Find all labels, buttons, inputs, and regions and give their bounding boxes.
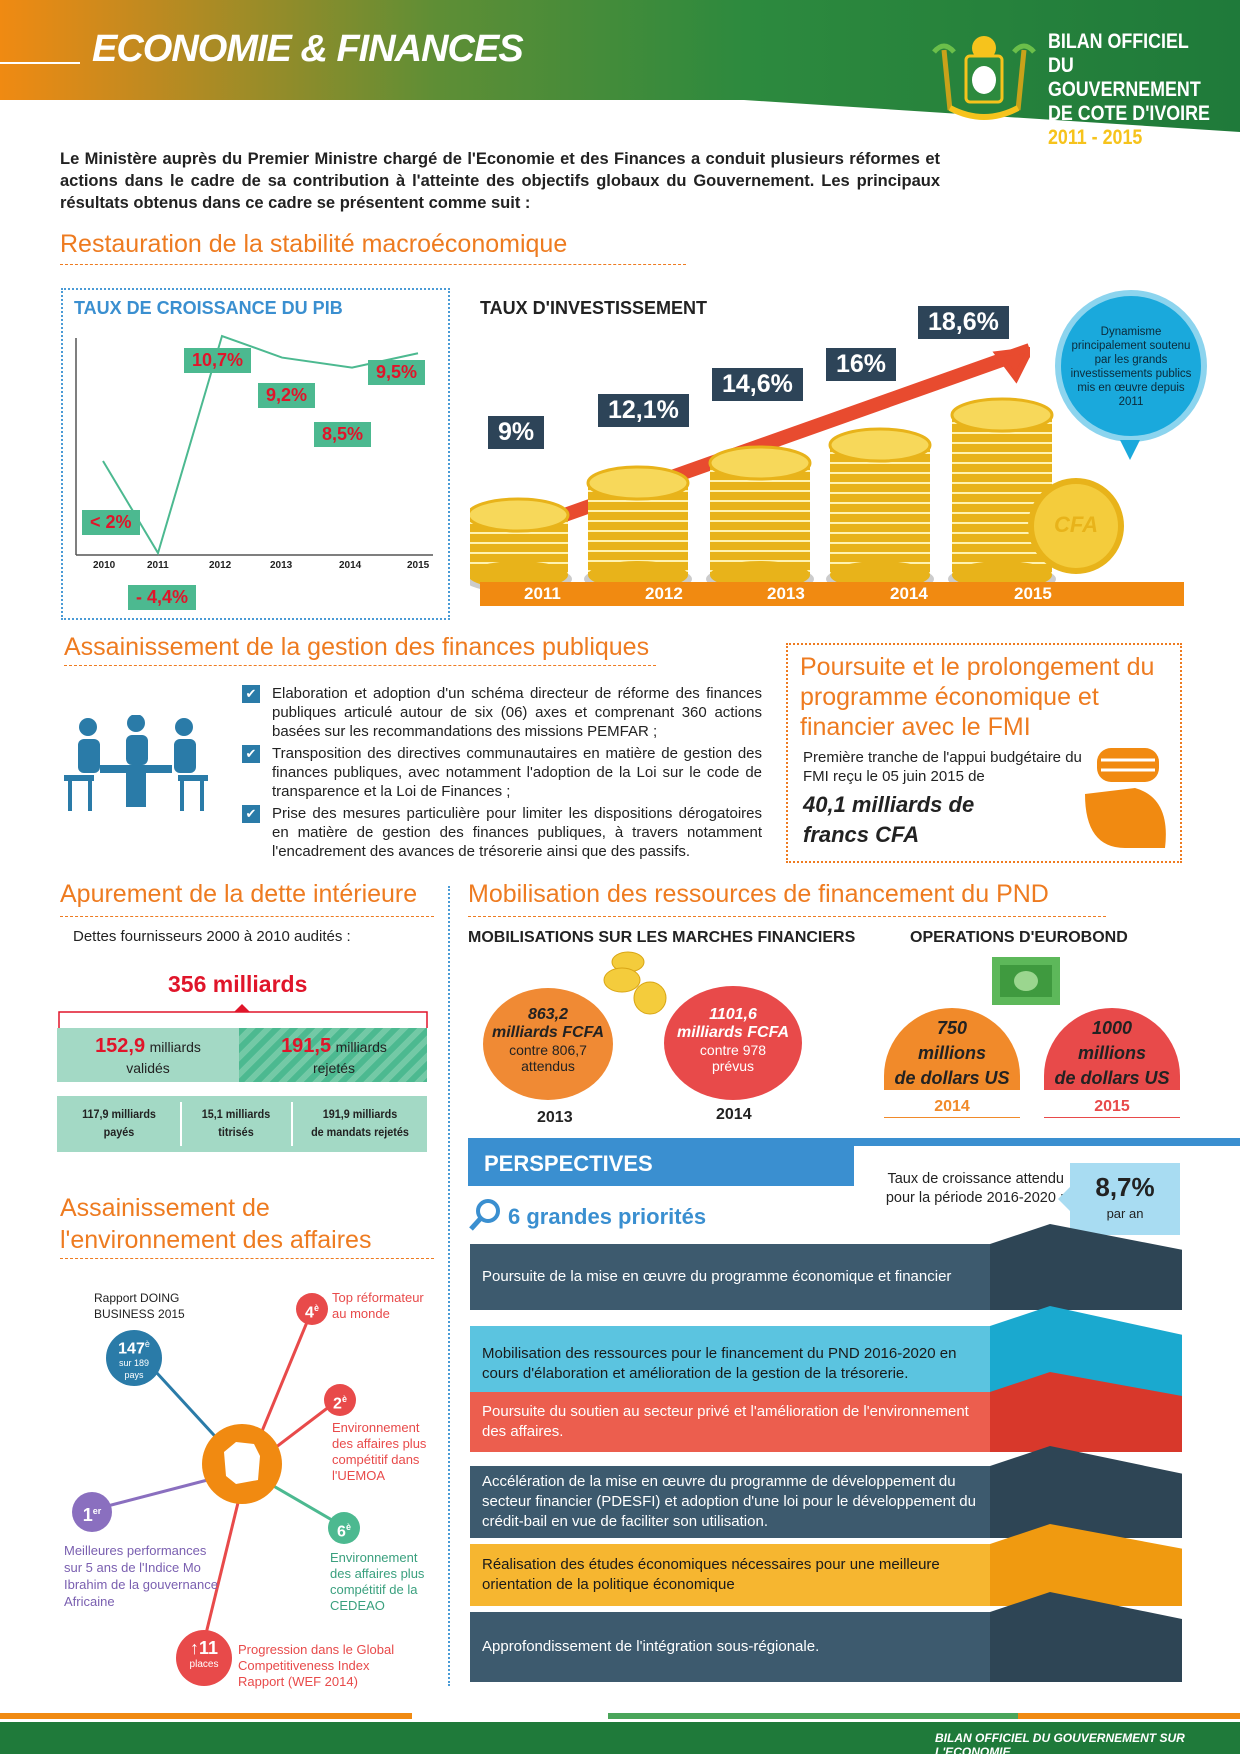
invest-value-label: 12,1% [598,394,689,427]
invest-year-label: 2015 [1014,584,1052,603]
pib-value-label: 8,5% [314,422,371,447]
rank-6-text: Environnement des affaires plus compétitif de la CEDEAO [330,1550,425,1613]
intro-text: Le Ministère auprès du Premier Ministre chargé de l'Economie et des Finances a conduit plusieurs réformes et actions dans le cadre de sa contribution à l'atteinte des objectifs globaux du Gouvernement. Les principaux résultats obtenus dans ce cadre se présentent comme suit : [60,150,940,212]
growth-rate-value: 8,7% [1095,1172,1155,1202]
section-divider [468,916,1106,917]
cfa-coin-label: CFA [1054,512,1098,537]
rank-6-circle [328,1512,360,1544]
invest-year-label: 2011 [524,584,561,603]
invest-value-label: 14,6% [712,368,803,401]
fmi-title: Poursuite et le prolongement du programme économique et financier avec le FMI [800,653,1155,741]
pib-value-label: < 2% [82,510,140,535]
section-divider [60,264,686,265]
rank-sub: sur 189 pays [118,1358,150,1381]
e2015-unit: millions [1077,1043,1146,1063]
header-line-2: DU GOUVERNEMENT [1048,54,1201,101]
rank-1-text: Meilleures performances sur 5 ans de l'Indice Mo Ibrahim de la gouvernance Africaine [64,1543,218,1609]
e2014-rule [884,1117,1020,1118]
e2014-year: 2014 [934,1098,970,1115]
priority-text: Mobilisation des ressources pour le financement du PND 2016-2020 en cours d'élaboration et amélioration de la gestion de la trésorerie. [482,1345,957,1382]
dette-mandats [300,1105,421,1141]
m2014-prevus: prévus [711,1058,755,1074]
money-bag-hand-icon [1075,738,1175,848]
fmi-amount: 40,1 milliards de francs CFA [803,792,975,847]
priority-3d-side [990,1224,1182,1310]
paye-amount: 117,9 milliards [82,1107,156,1121]
m2013-contre: contre 806,7 [509,1042,587,1058]
pib-year-label: 2012 [209,560,232,571]
pib-year-label: 2014 [339,560,362,571]
m2013-attendus: attendus [521,1058,575,1074]
banknote-icon [990,955,1062,1007]
divider [180,1102,182,1146]
marches-2014-circle [664,986,802,1100]
m2014-unit: milliards FCFA [676,1024,790,1041]
rank-4-circle [296,1293,328,1325]
e2015-year: 2015 [1094,1098,1130,1115]
m2013-amount: 863,2 [527,1006,569,1023]
dette-total: 356 milliards [168,971,308,997]
pib-year-label: 2010 [93,560,116,571]
r11-sub: places [189,1659,219,1670]
coin-stack [826,429,934,590]
pib-year-label: 2013 [270,560,293,571]
m2013-unit: milliards FCFA [491,1024,605,1041]
r2-num: 2 [333,1395,342,1413]
cote-divoire-map [202,1424,282,1504]
pib-year-label: 2011 [147,560,169,571]
divider [291,1102,293,1146]
e2015-rule [1044,1117,1180,1118]
check-icon: ✔ [242,745,260,763]
footer-rule-orange [0,1713,412,1719]
invest-year-label: 2012 [645,584,683,603]
rejetes-label: rejetés [312,1060,356,1076]
header-line-3: DE COTE D'IVOIRE [1048,102,1210,125]
footer-text: BILAN OFFICIEL DU GOUVERNEMENT SUR L'ECONOMIE [935,1731,1185,1759]
pib-line-chart [61,288,450,620]
finances-bullet-1: Elaboration et adoption d'un schéma directeur de réforme des finances publiques articulé autour de six (06) axes et comprenant 360 actions basées sur les recommandations des missions PEMFAR ; [272,685,762,740]
invest-value-label: 9% [488,416,544,449]
paye-label: payés [103,1125,135,1139]
info-bubble-text: Dynamisme principalement soutenu par les grands investissements publics mis en œuvre depuis 2011 [1070,326,1192,408]
coin-stack [470,499,572,590]
priority-text: Poursuite du soutien au secteur privé et l'amélioration de l'environnement des affaires. [482,1403,969,1440]
marches-title: MOBILISATIONS SUR LES MARCHES FINANCIERS [468,929,856,946]
finances-bullet-3: Prise des mesures particulière pour limiter les dispositions dérogatoires en matière de gestion des finances publiques, à travers notamment l'encadrement des avances de trésorerie ainsi que des passifs. [272,805,762,860]
check-icon: ✔ [242,685,260,703]
info-bubble-tail [1120,440,1140,460]
rank-2-text: Environnement des affaires plus compétitif dans l'UEMOA [332,1420,427,1483]
coin-stack [584,467,692,590]
rank-147-circle [106,1330,162,1386]
magnifier-icon [468,1198,502,1232]
rejetes-unit: milliards [335,1039,387,1055]
dette-valides [62,1036,234,1079]
perspectives-top-bar [468,1138,1240,1146]
rank-11-circle [176,1630,232,1686]
dette-rejetes [244,1036,424,1079]
section-finances-title: Assainissement de la gestion des finances publiques [64,633,650,661]
titrise-label: titrisés [218,1125,254,1139]
titrise-amount: 15,1 milliards [201,1107,271,1121]
priority-item [470,1544,990,1606]
pib-year-label: 2015 [407,560,430,571]
m2014-contre: contre 978 [699,1042,767,1058]
priority-text: Réalisation des études économiques nécessaires pour une meilleure orientation de la politique économique [482,1556,940,1593]
priorities-subtitle: 6 grandes priorités [508,1204,707,1229]
r1-suffix: er [92,1506,102,1516]
invest-chart-title: TAUX D'INVESTISSEMENT [480,298,707,318]
invest-year-label: 2013 [767,584,805,603]
rank-2-circle [324,1384,356,1416]
pib-value-label: 9,2% [258,383,315,408]
header-line-1: BILAN OFFICIEL [1048,30,1189,53]
r11-num: ↑11 [189,1638,219,1658]
dette-subtitle: Dettes fournisseurs 2000 à 2010 audités : [73,928,351,945]
r6-suffix: è [345,1522,351,1532]
valides-unit: milliards [149,1039,201,1055]
priority-item [470,1612,990,1682]
country-map-icon [202,1424,282,1504]
valides-label: validés [126,1060,170,1076]
section-pnd-title: Mobilisation des ressources de financement du PND [468,880,1049,908]
priority-item [470,1244,990,1310]
doing-business-label: Rapport DOING BUSINESS 2015 [94,1291,185,1321]
e2014-unit: millions [917,1043,986,1063]
coin-stack [706,447,814,590]
invest-value-label: 16% [826,348,896,381]
footer-rule-orange-right [1018,1713,1240,1719]
dette-paye [64,1105,174,1141]
mandats-amount: 191,9 milliards [322,1107,398,1121]
cfa-coin-icon [1028,478,1124,574]
r2-suffix: è [341,1394,347,1404]
e2014-currency: de dollars US [894,1068,1010,1088]
rank-11-text: Progression dans le Global Competitiveness Index Rapport (WEF 2014) [238,1642,395,1689]
priority-item [470,1392,990,1452]
rejetes-amount: 191,5 [281,1035,332,1057]
e2014-amount: 750 [936,1018,968,1038]
coat-of-arms-icon [930,30,1038,126]
fmi-subtitle: Première tranche de l'appui budgétaire du FMI reçu le 05 juin 2015 de [803,749,1082,785]
env-title-line-1: Assainissement de [60,1194,270,1222]
rank-suffix: è [144,1339,150,1349]
eurobond-2014-shape [884,1008,1020,1090]
footer-rule-green [608,1713,1018,1719]
mandats-label: de mandats rejetés [311,1125,409,1139]
priority-item [470,1466,990,1538]
priority-item [470,1326,990,1402]
priority-text: Approfondissement de l'intégration sous-régionale. [482,1638,820,1655]
r4-suffix: è [313,1303,319,1313]
header-rule [0,62,80,64]
env-title-line-2: l'environnement des affaires [60,1226,372,1254]
perspectives-title: PERSPECTIVES [484,1151,653,1176]
r1-num: 1 [82,1505,93,1525]
meeting-people-icon [60,715,212,815]
finances-bullet-2: Transposition des directives communautaires en matière de gestion des finances publiques, avec notamment l'adoption de la Loi sur le code de transparence et la Loi de Finances ; [272,745,762,800]
column-divider [448,886,450,1686]
priority-3d-side [990,1446,1182,1538]
section-env-title [60,1192,371,1256]
dette-titrise [187,1105,284,1141]
growth-rate-unit: par an [1106,1206,1144,1221]
e2015-amount: 1000 [1091,1018,1133,1038]
m2013-year: 2013 [537,1109,573,1126]
section-macro-title: Restauration de la stabilité macroéconomique [60,230,568,258]
marches-2013-circle [483,988,613,1100]
header-right-text [1048,30,1211,150]
pib-value-label: 9,5% [368,360,425,385]
growth-rate-label: Taux de croissance attendu pour la période 2016-2020 : [885,1171,1064,1206]
pib-value-label: 10,7% [184,348,251,373]
e2015-currency: de dollars US [1054,1068,1170,1088]
check-icon: ✔ [242,805,260,823]
priority-text: Accélération de la mise en œuvre du programme de développement du secteur financier (PDESFI) et adoption d'une loi pour le développement du crédit-bail en vue de faciliter son utilisation. [482,1473,976,1530]
rank-1-circle [72,1492,112,1532]
page-title: ECONOMIE & FINANCES [92,28,523,70]
invest-year-bar [480,582,1184,606]
pib-chart-title: TAUX DE CROISSANCE DU PIB [74,298,343,318]
dette-bracket [58,1000,428,1030]
m2014-amount: 1101,6 [709,1006,757,1023]
section-dette-title: Apurement de la dette intérieure [60,880,418,908]
priority-text: Poursuite de la mise en œuvre du programme économique et financier [482,1268,952,1285]
section-divider [60,1258,434,1259]
r6-num: 6 [337,1523,346,1541]
section-divider [60,916,434,917]
r4-num: 4 [305,1304,314,1322]
eurobond-title: OPERATIONS D'EUROBOND [910,929,1128,946]
m2014-year: 2014 [716,1106,752,1123]
section-divider [64,665,656,666]
rank-4-text: Top réformateur au monde [332,1290,424,1321]
rank-value: 147 [118,1340,145,1358]
pib-value-label: - 4,4% [128,585,196,610]
header-years: 2011 - 2015 [1048,126,1143,149]
valides-amount: 152,9 [95,1035,146,1057]
invest-year-label: 2014 [890,584,928,603]
eurobond-2015-shape [1044,1008,1180,1090]
invest-value-label: 18,6% [918,306,1009,339]
